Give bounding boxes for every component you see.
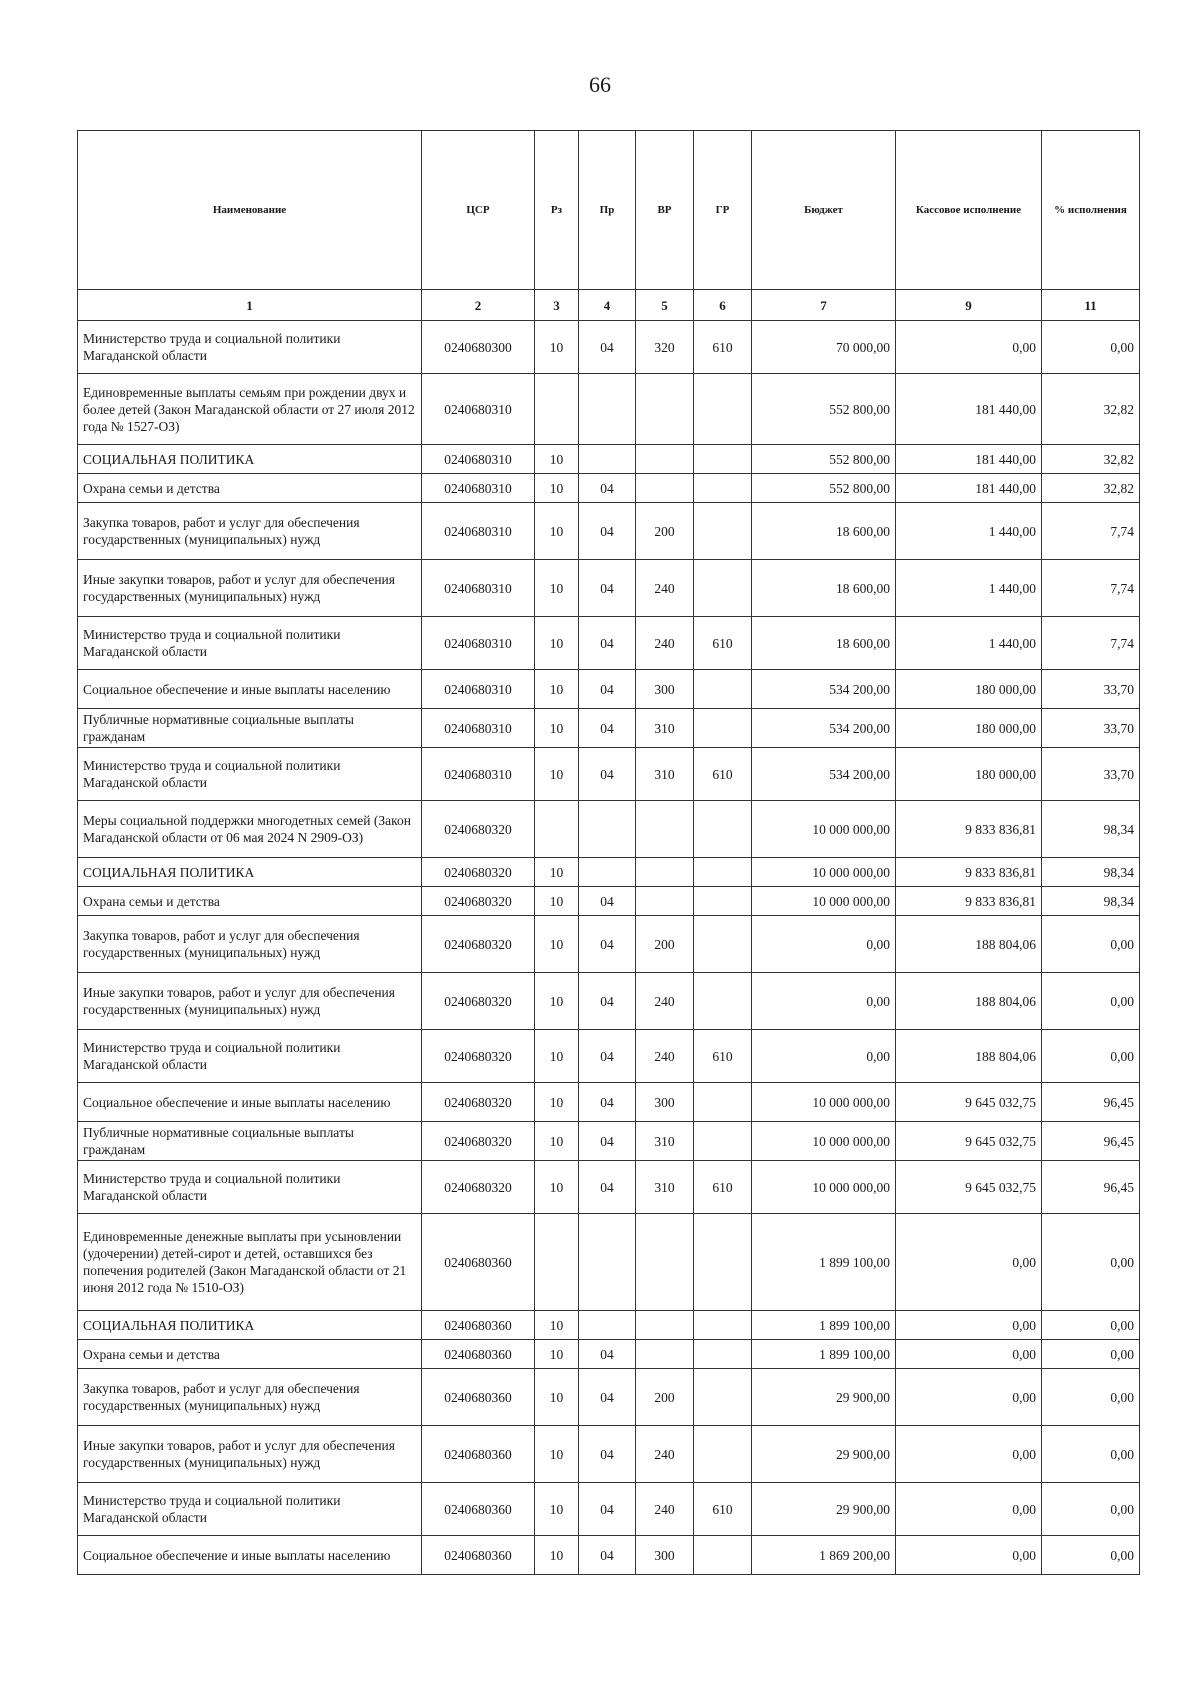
table-row [78, 801, 1140, 858]
header-row [78, 131, 1140, 290]
cell-pr: 04 [579, 1483, 636, 1536]
cell-execution-percent: 98,34 [1042, 858, 1140, 887]
cell-execution-percent: 96,45 [1042, 1083, 1140, 1122]
table-row [78, 670, 1140, 709]
cell-cash-execution: 9 833 836,81 [896, 801, 1042, 858]
cell-cash-execution: 9 833 836,81 [896, 858, 1042, 887]
cell-csr: 0240680320 [422, 801, 535, 858]
cell-cash-execution: 9 645 032,75 [896, 1083, 1042, 1122]
cell-csr: 0240680320 [422, 1083, 535, 1122]
cell-vr: 200 [636, 916, 694, 973]
cell-csr: 0240680360 [422, 1214, 535, 1311]
cell-gr [694, 1122, 752, 1161]
cell-csr: 0240680320 [422, 1122, 535, 1161]
cell-rz: 10 [535, 973, 579, 1030]
table-row [78, 1426, 1140, 1483]
cell-pr [579, 858, 636, 887]
header-pr: Пр [579, 131, 636, 290]
cell-execution-percent: 0,00 [1042, 1030, 1140, 1083]
cell-name: Закупка товаров, работ и услуг для обеспечения государственных (муниципальных) нужд [78, 503, 422, 560]
cell-cash-execution: 181 440,00 [896, 474, 1042, 503]
cell-budget: 534 200,00 [752, 670, 896, 709]
cell-cash-execution: 9 645 032,75 [896, 1161, 1042, 1214]
table-row [78, 617, 1140, 670]
cell-csr: 0240680310 [422, 445, 535, 474]
cell-name: Министерство труда и социальной политики Магаданской области [78, 1030, 422, 1083]
table-row [78, 445, 1140, 474]
cell-cash-execution: 0,00 [896, 321, 1042, 374]
cell-budget: 552 800,00 [752, 374, 896, 445]
table-row [78, 1369, 1140, 1426]
column-number: 9 [896, 290, 1042, 321]
cell-budget: 0,00 [752, 973, 896, 1030]
cell-rz [535, 374, 579, 445]
cell-execution-percent: 7,74 [1042, 560, 1140, 617]
cell-pr: 04 [579, 973, 636, 1030]
cell-rz: 10 [535, 1340, 579, 1369]
cell-vr [636, 858, 694, 887]
cell-name: Министерство труда и социальной политики Магаданской области [78, 1161, 422, 1214]
cell-execution-percent: 32,82 [1042, 374, 1140, 445]
cell-execution-percent: 7,74 [1042, 503, 1140, 560]
cell-pr: 04 [579, 709, 636, 748]
cell-pr: 04 [579, 1030, 636, 1083]
cell-name: Социальное обеспечение и иные выплаты населению [78, 1536, 422, 1575]
cell-pr: 04 [579, 474, 636, 503]
cell-pr: 04 [579, 1083, 636, 1122]
cell-budget: 10 000 000,00 [752, 801, 896, 858]
cell-name: Публичные нормативные социальные выплаты гражданам [78, 1122, 422, 1161]
cell-rz: 10 [535, 887, 579, 916]
header-execution-percent: % исполнения [1042, 131, 1140, 290]
cell-name: Министерство труда и социальной политики Магаданской области [78, 748, 422, 801]
cell-execution-percent: 0,00 [1042, 1311, 1140, 1340]
table-row [78, 503, 1140, 560]
cell-csr: 0240680310 [422, 709, 535, 748]
cell-vr: 240 [636, 1426, 694, 1483]
cell-csr: 0240680320 [422, 887, 535, 916]
cell-execution-percent: 0,00 [1042, 973, 1140, 1030]
cell-csr: 0240680360 [422, 1426, 535, 1483]
cell-pr: 04 [579, 748, 636, 801]
cell-rz: 10 [535, 445, 579, 474]
cell-execution-percent: 33,70 [1042, 670, 1140, 709]
cell-execution-percent: 98,34 [1042, 887, 1140, 916]
cell-name: Закупка товаров, работ и услуг для обеспечения государственных (муниципальных) нужд [78, 1369, 422, 1426]
table-row [78, 973, 1140, 1030]
cell-gr: 610 [694, 1161, 752, 1214]
header-rz: Рз [535, 131, 579, 290]
cell-cash-execution: 180 000,00 [896, 709, 1042, 748]
cell-name: СОЦИАЛЬНАЯ ПОЛИТИКА [78, 858, 422, 887]
table-row [78, 1030, 1140, 1083]
cell-budget: 1 899 100,00 [752, 1214, 896, 1311]
cell-gr [694, 1311, 752, 1340]
table-row [78, 1161, 1140, 1214]
cell-vr [636, 887, 694, 916]
cell-cash-execution: 0,00 [896, 1536, 1042, 1575]
cell-name: СОЦИАЛЬНАЯ ПОЛИТИКА [78, 1311, 422, 1340]
column-number: 5 [636, 290, 694, 321]
table-row [78, 560, 1140, 617]
cell-budget: 0,00 [752, 1030, 896, 1083]
cell-budget: 18 600,00 [752, 560, 896, 617]
cell-vr: 240 [636, 617, 694, 670]
cell-name: Министерство труда и социальной политики Магаданской области [78, 1483, 422, 1536]
cell-gr [694, 887, 752, 916]
cell-vr [636, 1311, 694, 1340]
header-vr: ВР [636, 131, 694, 290]
cell-cash-execution: 188 804,06 [896, 1030, 1042, 1083]
cell-gr: 610 [694, 321, 752, 374]
cell-name: Закупка товаров, работ и услуг для обеспечения государственных (муниципальных) нужд [78, 916, 422, 973]
cell-execution-percent: 96,45 [1042, 1122, 1140, 1161]
page-number: 66 [589, 72, 611, 97]
cell-pr: 04 [579, 916, 636, 973]
cell-rz: 10 [535, 1483, 579, 1536]
table-row [78, 887, 1140, 916]
cell-vr [636, 801, 694, 858]
cell-execution-percent: 0,00 [1042, 1483, 1140, 1536]
cell-rz: 10 [535, 858, 579, 887]
column-number: 4 [579, 290, 636, 321]
cell-budget: 1 899 100,00 [752, 1311, 896, 1340]
cell-pr [579, 1311, 636, 1340]
cell-pr: 04 [579, 1161, 636, 1214]
cell-gr [694, 670, 752, 709]
cell-budget: 552 800,00 [752, 474, 896, 503]
cell-rz: 10 [535, 1536, 579, 1575]
cell-budget: 1 869 200,00 [752, 1536, 896, 1575]
cell-csr: 0240680310 [422, 670, 535, 709]
cell-name: Единовременные денежные выплаты при усыновлении (удочерении) детей-сирот и детей, оставшихся без попечения родителей (Закон Магаданской области от 21 июня 2012 года № 1510-ОЗ) [78, 1214, 422, 1311]
cell-gr [694, 503, 752, 560]
cell-name: Иные закупки товаров, работ и услуг для обеспечения государственных (муниципальных) нужд [78, 1426, 422, 1483]
cell-vr: 320 [636, 321, 694, 374]
table-row [78, 1311, 1140, 1340]
cell-vr: 310 [636, 748, 694, 801]
cell-execution-percent: 0,00 [1042, 916, 1140, 973]
column-number: 3 [535, 290, 579, 321]
cell-gr: 610 [694, 617, 752, 670]
cell-vr: 240 [636, 1483, 694, 1536]
cell-gr: 610 [694, 1483, 752, 1536]
cell-budget: 534 200,00 [752, 709, 896, 748]
cell-cash-execution: 0,00 [896, 1483, 1042, 1536]
header-csr: ЦСР [422, 131, 535, 290]
cell-vr: 240 [636, 1030, 694, 1083]
cell-gr [694, 1369, 752, 1426]
cell-gr [694, 1426, 752, 1483]
cell-execution-percent: 33,70 [1042, 748, 1140, 801]
cell-execution-percent: 32,82 [1042, 445, 1140, 474]
cell-name: Публичные нормативные социальные выплаты гражданам [78, 709, 422, 748]
cell-budget: 0,00 [752, 916, 896, 973]
cell-cash-execution: 181 440,00 [896, 374, 1042, 445]
cell-pr [579, 1214, 636, 1311]
cell-budget: 10 000 000,00 [752, 1083, 896, 1122]
cell-cash-execution: 1 440,00 [896, 503, 1042, 560]
cell-name: Иные закупки товаров, работ и услуг для обеспечения государственных (муниципальных) нужд [78, 973, 422, 1030]
cell-name: Охрана семьи и детства [78, 474, 422, 503]
cell-rz: 10 [535, 709, 579, 748]
cell-csr: 0240680310 [422, 374, 535, 445]
cell-cash-execution: 0,00 [896, 1369, 1042, 1426]
cell-name: Охрана семьи и детства [78, 1340, 422, 1369]
table-row [78, 321, 1140, 374]
cell-rz [535, 1214, 579, 1311]
cell-execution-percent: 0,00 [1042, 1369, 1140, 1426]
table-body [78, 321, 1140, 1575]
table-row [78, 474, 1140, 503]
cell-execution-percent: 98,34 [1042, 801, 1140, 858]
table-row [78, 374, 1140, 445]
cell-gr [694, 973, 752, 1030]
cell-vr [636, 445, 694, 474]
cell-pr: 04 [579, 1340, 636, 1369]
cell-pr: 04 [579, 1536, 636, 1575]
cell-pr [579, 801, 636, 858]
cell-name: Министерство труда и социальной политики Магаданской области [78, 321, 422, 374]
cell-cash-execution: 180 000,00 [896, 748, 1042, 801]
cell-budget: 29 900,00 [752, 1426, 896, 1483]
cell-budget: 10 000 000,00 [752, 887, 896, 916]
cell-gr [694, 1214, 752, 1311]
cell-rz: 10 [535, 1161, 579, 1214]
cell-cash-execution: 180 000,00 [896, 670, 1042, 709]
cell-vr: 310 [636, 1122, 694, 1161]
cell-vr: 240 [636, 560, 694, 617]
cell-execution-percent: 0,00 [1042, 1426, 1140, 1483]
cell-cash-execution: 9 645 032,75 [896, 1122, 1042, 1161]
cell-execution-percent: 0,00 [1042, 1214, 1140, 1311]
cell-vr: 310 [636, 1161, 694, 1214]
cell-name: Единовременные выплаты семьям при рождении двух и более детей (Закон Магаданской области от 27 июля 2012 года № 1527-ОЗ) [78, 374, 422, 445]
cell-vr: 300 [636, 1536, 694, 1575]
cell-execution-percent: 0,00 [1042, 321, 1140, 374]
cell-vr: 200 [636, 503, 694, 560]
cell-rz [535, 801, 579, 858]
cell-budget: 1 899 100,00 [752, 1340, 896, 1369]
cell-gr [694, 1536, 752, 1575]
cell-budget: 29 900,00 [752, 1369, 896, 1426]
cell-gr [694, 445, 752, 474]
cell-csr: 0240680360 [422, 1483, 535, 1536]
cell-rz: 10 [535, 503, 579, 560]
cell-csr: 0240680360 [422, 1311, 535, 1340]
cell-name: СОЦИАЛЬНАЯ ПОЛИТИКА [78, 445, 422, 474]
cell-pr [579, 445, 636, 474]
cell-budget: 29 900,00 [752, 1483, 896, 1536]
cell-budget: 10 000 000,00 [752, 1161, 896, 1214]
header-gr: ГР [694, 131, 752, 290]
cell-budget: 10 000 000,00 [752, 858, 896, 887]
cell-gr [694, 1083, 752, 1122]
cell-pr: 04 [579, 670, 636, 709]
cell-csr: 0240680310 [422, 503, 535, 560]
cell-cash-execution: 0,00 [896, 1214, 1042, 1311]
cell-rz: 10 [535, 1083, 579, 1122]
cell-budget: 10 000 000,00 [752, 1122, 896, 1161]
cell-name: Социальное обеспечение и иные выплаты населению [78, 1083, 422, 1122]
column-number: 2 [422, 290, 535, 321]
cell-csr: 0240680320 [422, 1161, 535, 1214]
cell-name: Социальное обеспечение и иные выплаты населению [78, 670, 422, 709]
table-row [78, 709, 1140, 748]
cell-execution-percent: 7,74 [1042, 617, 1140, 670]
cell-pr [579, 374, 636, 445]
cell-cash-execution: 9 833 836,81 [896, 887, 1042, 916]
cell-pr: 04 [579, 503, 636, 560]
cell-rz: 10 [535, 670, 579, 709]
table-row [78, 1536, 1140, 1575]
budget-execution-table [77, 130, 1140, 1575]
cell-pr: 04 [579, 617, 636, 670]
cell-cash-execution: 0,00 [896, 1426, 1042, 1483]
table-row [78, 1083, 1140, 1122]
cell-name: Меры социальной поддержки многодетных семей (Закон Магаданской области от 06 мая 2024 N 2909-ОЗ) [78, 801, 422, 858]
cell-gr: 610 [694, 1030, 752, 1083]
cell-gr [694, 474, 752, 503]
cell-csr: 0240680310 [422, 560, 535, 617]
cell-vr [636, 474, 694, 503]
cell-csr: 0240680310 [422, 748, 535, 801]
cell-execution-percent: 33,70 [1042, 709, 1140, 748]
table-row [78, 916, 1140, 973]
cell-csr: 0240680360 [422, 1369, 535, 1426]
cell-csr: 0240680310 [422, 474, 535, 503]
cell-pr: 04 [579, 1369, 636, 1426]
cell-gr [694, 560, 752, 617]
cell-cash-execution: 0,00 [896, 1340, 1042, 1369]
table-row [78, 858, 1140, 887]
cell-budget: 18 600,00 [752, 503, 896, 560]
cell-name: Охрана семьи и детства [78, 887, 422, 916]
header-name: Наименование [78, 131, 422, 290]
cell-vr: 300 [636, 1083, 694, 1122]
cell-csr: 0240680310 [422, 617, 535, 670]
cell-gr [694, 916, 752, 973]
cell-name: Министерство труда и социальной политики Магаданской области [78, 617, 422, 670]
cell-csr: 0240680360 [422, 1340, 535, 1369]
cell-pr: 04 [579, 560, 636, 617]
cell-execution-percent: 0,00 [1042, 1340, 1140, 1369]
cell-budget: 18 600,00 [752, 617, 896, 670]
cell-gr [694, 374, 752, 445]
cell-vr: 300 [636, 670, 694, 709]
cell-csr: 0240680360 [422, 1536, 535, 1575]
cell-rz: 10 [535, 321, 579, 374]
cell-pr: 04 [579, 1122, 636, 1161]
table-row [78, 1340, 1140, 1369]
cell-execution-percent: 0,00 [1042, 1536, 1140, 1575]
cell-rz: 10 [535, 748, 579, 801]
cell-rz: 10 [535, 617, 579, 670]
column-number-row [78, 290, 1140, 321]
cell-cash-execution: 1 440,00 [896, 617, 1042, 670]
cell-csr: 0240680320 [422, 1030, 535, 1083]
cell-rz: 10 [535, 1311, 579, 1340]
cell-execution-percent: 32,82 [1042, 474, 1140, 503]
column-number: 1 [78, 290, 422, 321]
cell-cash-execution: 188 804,06 [896, 973, 1042, 1030]
cell-vr: 200 [636, 1369, 694, 1426]
cell-pr: 04 [579, 321, 636, 374]
table-row [78, 1483, 1140, 1536]
cell-gr: 610 [694, 748, 752, 801]
cell-csr: 0240680300 [422, 321, 535, 374]
column-number: 11 [1042, 290, 1140, 321]
cell-rz: 10 [535, 1030, 579, 1083]
cell-execution-percent: 96,45 [1042, 1161, 1140, 1214]
cell-gr [694, 1340, 752, 1369]
cell-cash-execution: 188 804,06 [896, 916, 1042, 973]
cell-budget: 552 800,00 [752, 445, 896, 474]
cell-pr: 04 [579, 1426, 636, 1483]
cell-budget: 70 000,00 [752, 321, 896, 374]
table-row [78, 748, 1140, 801]
column-number: 7 [752, 290, 896, 321]
cell-csr: 0240680320 [422, 916, 535, 973]
cell-cash-execution: 181 440,00 [896, 445, 1042, 474]
cell-vr: 310 [636, 709, 694, 748]
cell-rz: 10 [535, 474, 579, 503]
header-cash-execution: Кассовое исполнение [896, 131, 1042, 290]
cell-name: Иные закупки товаров, работ и услуг для обеспечения государственных (муниципальных) нужд [78, 560, 422, 617]
cell-gr [694, 858, 752, 887]
cell-rz: 10 [535, 916, 579, 973]
cell-cash-execution: 1 440,00 [896, 560, 1042, 617]
header-budget: Бюджет [752, 131, 896, 290]
cell-vr [636, 1214, 694, 1311]
column-number: 6 [694, 290, 752, 321]
cell-rz: 10 [535, 1426, 579, 1483]
cell-rz: 10 [535, 1369, 579, 1426]
cell-rz: 10 [535, 1122, 579, 1161]
cell-gr [694, 709, 752, 748]
cell-gr [694, 801, 752, 858]
cell-csr: 0240680320 [422, 858, 535, 887]
cell-vr: 240 [636, 973, 694, 1030]
cell-csr: 0240680320 [422, 973, 535, 1030]
cell-vr [636, 374, 694, 445]
cell-vr [636, 1340, 694, 1369]
cell-cash-execution: 0,00 [896, 1311, 1042, 1340]
table-row [78, 1122, 1140, 1161]
table-row [78, 1214, 1140, 1311]
cell-pr: 04 [579, 887, 636, 916]
cell-budget: 534 200,00 [752, 748, 896, 801]
cell-rz: 10 [535, 560, 579, 617]
